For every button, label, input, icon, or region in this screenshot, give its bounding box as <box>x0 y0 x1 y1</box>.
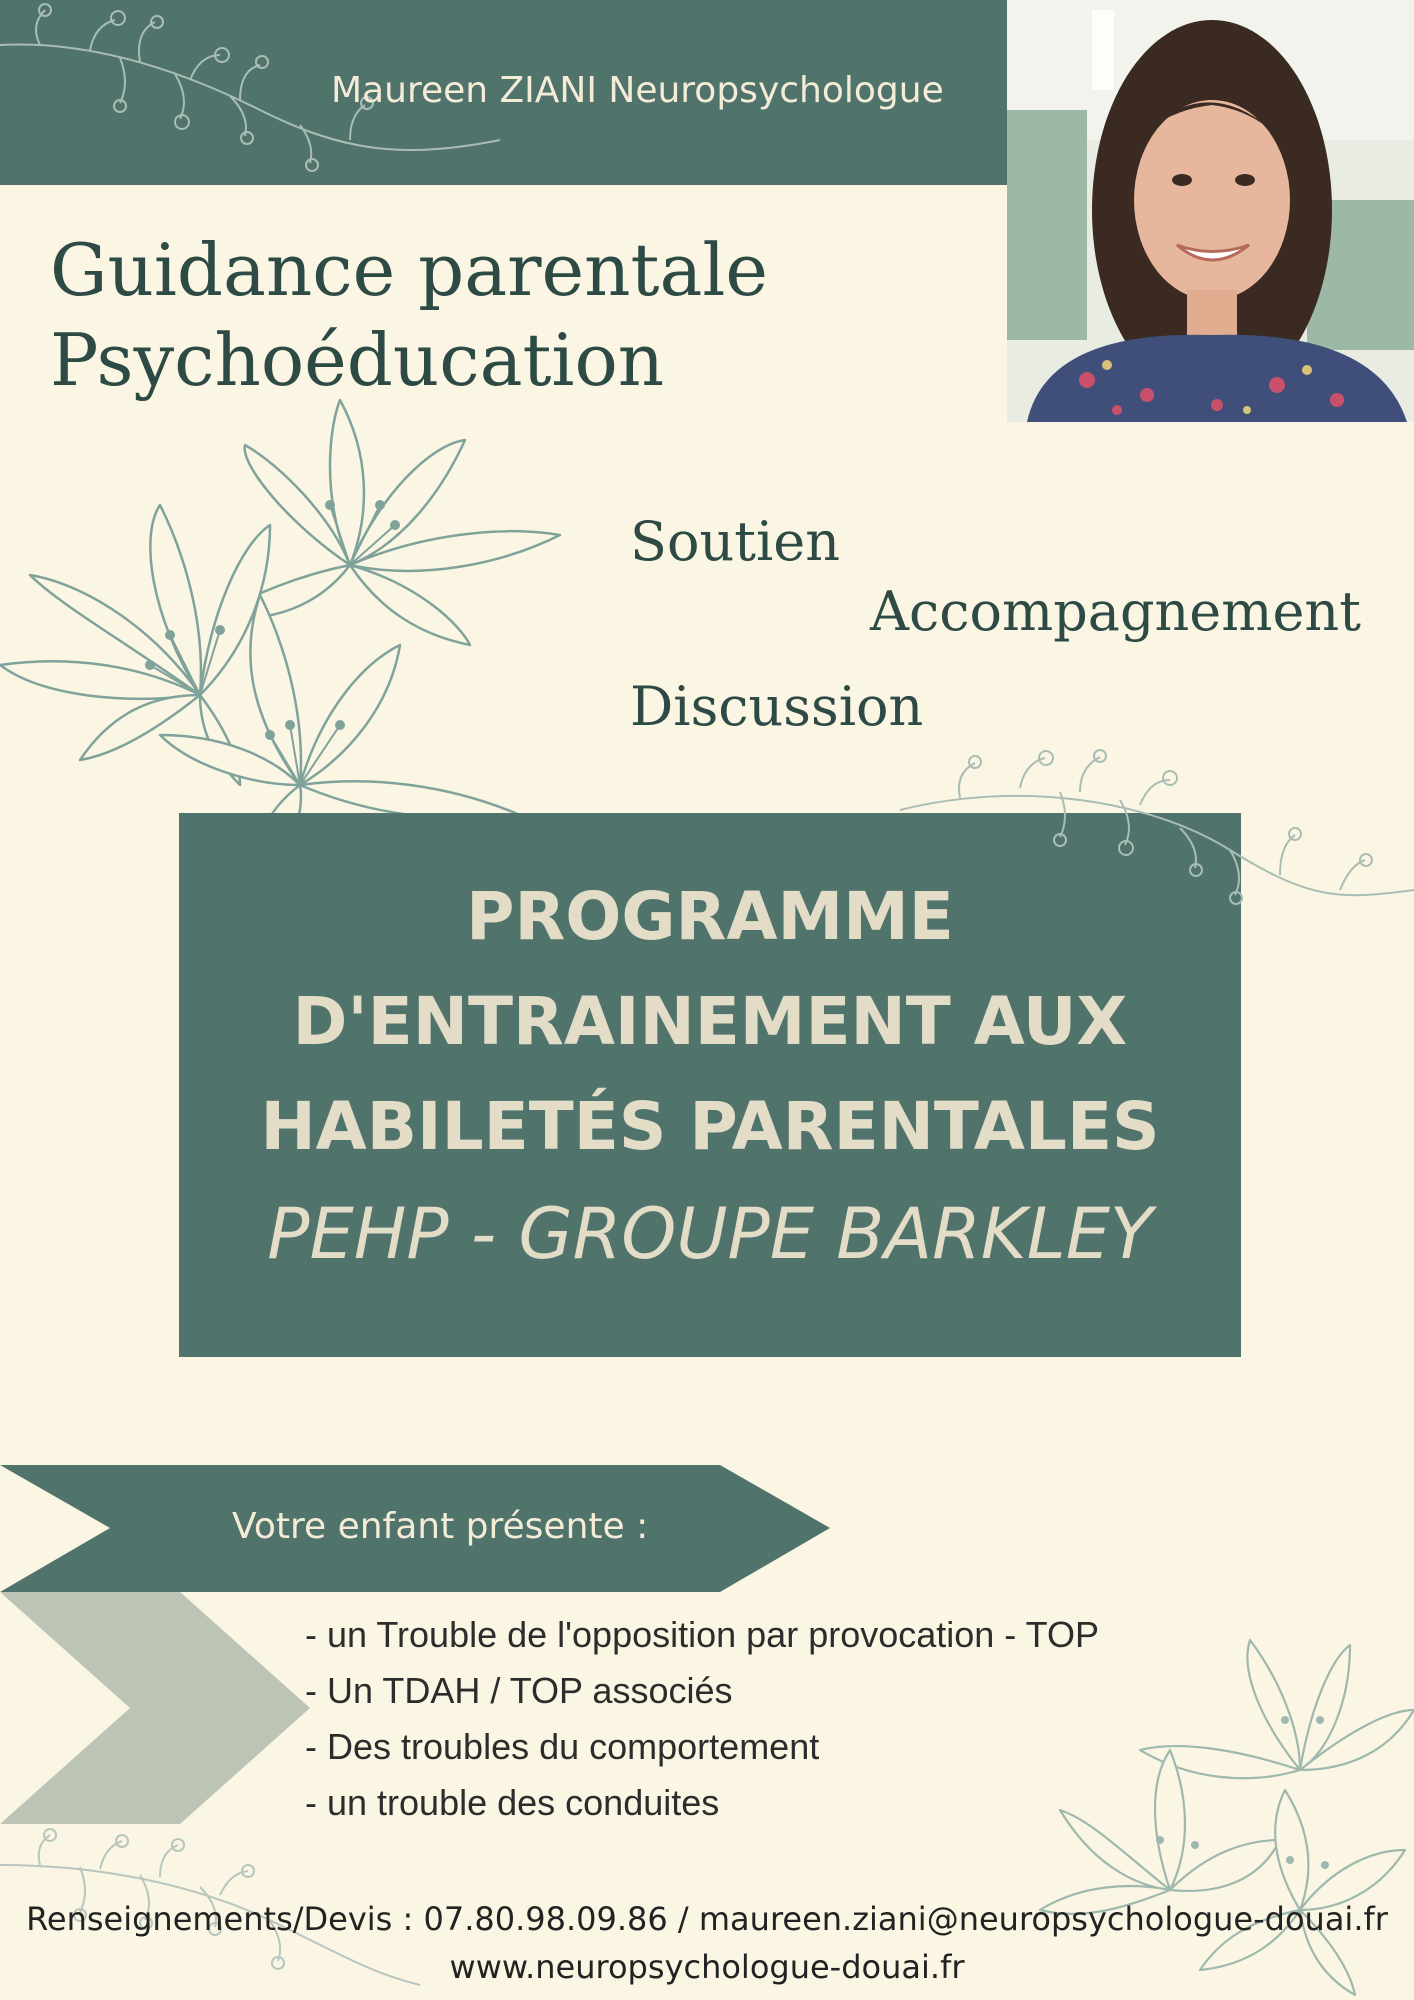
keyword-discussion: Discussion <box>630 675 924 738</box>
branch-decoration-icon <box>900 740 1414 930</box>
website-link[interactable]: www.neuropsychologue-douai.fr <box>449 1948 965 1986</box>
list-item: - un Trouble de l'opposition par provocation - TOP <box>305 1614 1100 1655</box>
contact-info: Renseignements/Devis : 07.80.98.09.86 / maureen.ziani@neuropsychologue-douai.fr <box>26 1900 1388 1938</box>
list-item: - un trouble des conduites <box>305 1782 720 1823</box>
portrait-photo <box>1007 0 1414 422</box>
header-name: Maureen ZIANI Neuropsychologue <box>331 70 944 111</box>
program-subtitle: PEHP - GROUPE BARKLEY <box>267 1193 1153 1275</box>
child-section-heading: Votre enfant présente : <box>232 1506 649 1547</box>
program-title-line-1: PROGRAMME <box>466 878 954 955</box>
program-title-line-3: HABILETÉS PARENTALES <box>260 1088 1160 1165</box>
lily-flower-icon <box>1020 1620 1414 2000</box>
chevron-right-icon <box>0 1592 310 1824</box>
keyword-soutien: Soutien <box>630 510 840 573</box>
title-line-2: Psychoéducation <box>50 318 665 402</box>
program-title-line-2: D'ENTRAINEMENT AUX <box>292 983 1128 1060</box>
keyword-accompagnement: Accompagnement <box>870 580 1361 643</box>
list-item: - Des troubles du comportement <box>305 1726 820 1767</box>
list-item: - Un TDAH / TOP associés <box>305 1670 733 1711</box>
title-line-1: Guidance parentale <box>50 228 769 312</box>
